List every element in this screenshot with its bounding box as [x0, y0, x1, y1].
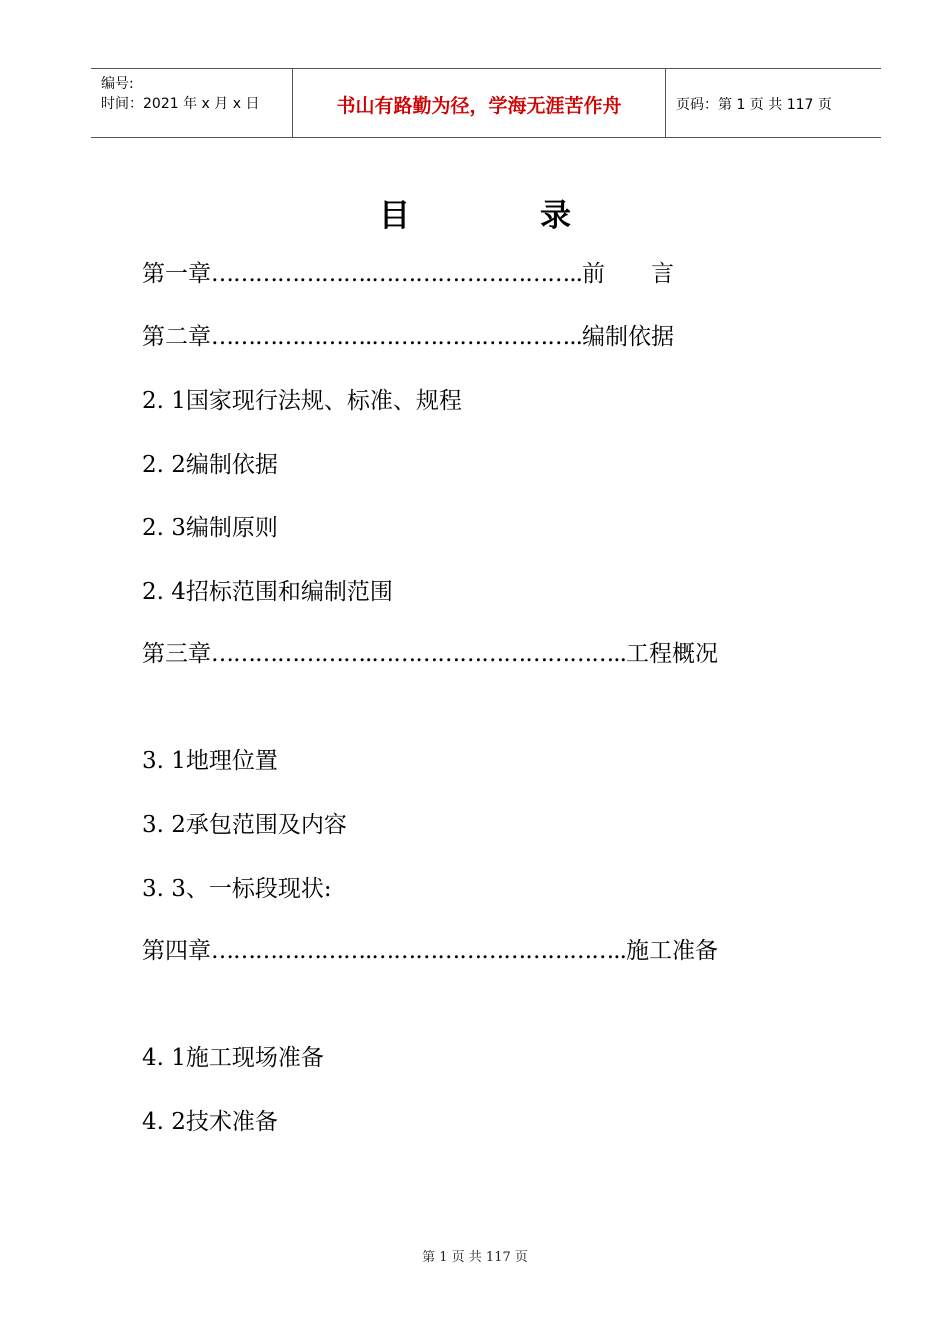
toc-leader-dots: ………………….…………………………….. [211, 938, 626, 964]
toc-entry-3-2: 3. 2承包范围及内容 [142, 812, 347, 838]
toc-chapter-title: 编制依据 [581, 324, 674, 350]
toc-chapter-label: 第三章 [142, 641, 211, 667]
toc-entry-4-2: 4. 2技术准备 [142, 1109, 278, 1135]
header-page-cell [666, 69, 881, 137]
toc-chapter-title: 施工准备 [625, 938, 718, 964]
toc-chapter-title: 前 言 [581, 261, 674, 287]
toc-entry-chapter-1 [142, 259, 832, 289]
toc-leader-dots: ………………….……………………….. [211, 324, 582, 350]
header-motto-cell [293, 69, 666, 137]
header-motto: 书山有路勤为径，学海无涯苦作舟 [336, 95, 622, 117]
toc-entry-3-1: 3. 1地理位置 [142, 748, 278, 774]
header-page-number: 页码：第 1 页 共 117 页 [676, 97, 832, 113]
toc-chapter-label: 第二章 [142, 324, 211, 350]
toc-chapter-title: 工程概况 [625, 641, 718, 667]
toc-entry-2-3: 2. 3编制原则 [142, 515, 278, 541]
toc-entry-2-4: 2. 4招标范围和编制范围 [142, 579, 393, 605]
page-footer: 第 1 页 共 117 页 [422, 1250, 528, 1265]
toc-chapter-label: 第一章 [142, 261, 211, 287]
document-number-label: 编号: [101, 76, 134, 92]
toc-entry-2-2: 2. 2编制依据 [142, 452, 278, 478]
toc-leader-dots: ………………….……………………….. [211, 261, 582, 287]
header-meta-cell [91, 69, 293, 137]
document-time-label: 时间：2021 年 x 月 x 日 [101, 96, 260, 112]
toc-entry-chapter-3 [142, 633, 832, 675]
page-header [91, 68, 881, 138]
toc-entry-chapter-2 [142, 322, 832, 352]
toc-entry-3-3: 3. 3、一标段现状: [142, 876, 332, 902]
toc-leader-dots: ………………….…………………………….. [211, 641, 626, 667]
toc-entry-chapter-4 [142, 930, 832, 972]
toc-entry-4-1: 4. 1施工现场准备 [142, 1045, 324, 1071]
toc-chapter-label: 第四章 [142, 938, 211, 964]
page-title: 目录 [379, 198, 701, 234]
toc-entry-2-1: 2. 1国家现行法规、标准、规程 [142, 388, 462, 414]
